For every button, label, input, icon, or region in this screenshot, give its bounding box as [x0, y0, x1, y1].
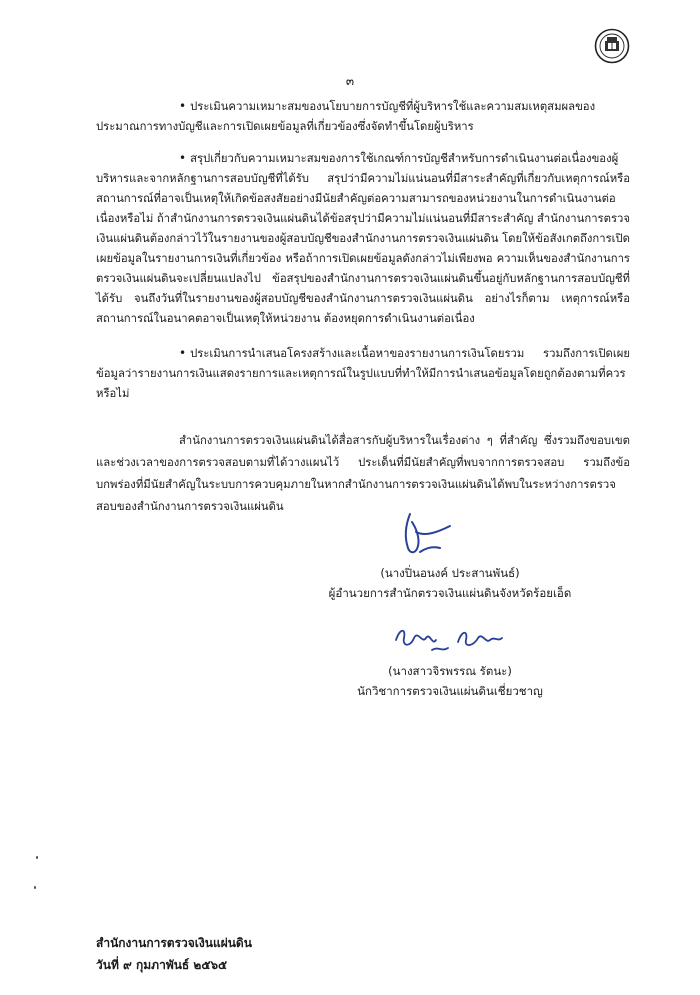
bullet-text: ประเมินการนำเสนอโครงสร้างและเนื้อหาของรายงานการเงินโดยรวม รวมถึงการเปิดเผยข้อมูลว่ารายงานการเงินแสดงรายการและเหตุการณ์ในรูปแบบที่ทำให้มีการนำเสนอข้อมูลโดยถูกต้องตามที่ควรหรือไม่ — [96, 347, 630, 400]
signatory-title: นักวิชาการตรวจเงินแผ่นดินเชี่ยวชาญ — [357, 684, 543, 698]
bullet-icon: • — [179, 99, 187, 113]
bullet-item — [96, 148, 630, 329]
auditor-signature-icon — [392, 620, 512, 656]
bullet-icon: • — [179, 346, 187, 360]
footer-date: วันที่ ๙ กุมภาพันธ์ ๒๕๖๕ — [96, 958, 228, 972]
communication-paragraph: สำนักงานการตรวจเงินแผ่นดินได้สื่อสารกับผู้บริหารในเรื่องต่าง ๆ ที่สำคัญ ซึ่งรวมถึงขอบเขตและช่วงเวลาของการตรวจสอบตามที่ได้วางแผนไว้ ประเด็นที่มีนัยสำคัญที่พบจากการตรวจสอบ รวมถึงข้อบกพร่องที่มีนัยสำคัญในระบบการควบคุมภายในหากสำนักงานการตรวจเงินแผ่นดินได้พบในระหว่างการตรวจสอบของสำนักงานการตรวจเงินแผ่นดิน — [96, 434, 630, 513]
signatory-title: ผู้อำนวยการสำนักตรวจเงินแผ่นดินจังหวัดร้อยเอ็ด — [328, 586, 572, 600]
signatory-block — [300, 661, 600, 701]
bullet-item — [96, 343, 630, 404]
scan-speck — [34, 886, 36, 889]
director-signature-icon — [390, 508, 460, 560]
signatory-block — [300, 563, 600, 603]
signatory-name: (นางสาวจิรพรรณ รัตนะ) — [388, 664, 512, 678]
bullet-item — [96, 96, 630, 137]
page-number: ๓ — [345, 74, 355, 88]
signatory-name: (นางปิ่นอนงค์ ประสานพันธ์) — [380, 566, 520, 580]
bullet-icon: • — [179, 151, 187, 165]
scan-speck — [36, 856, 38, 859]
footer-block — [96, 932, 252, 976]
audit-office-seal-icon — [594, 28, 630, 64]
footer-office: สำนักงานการตรวจเงินแผ่นดิน — [96, 936, 252, 950]
bullet-text: สรุปเกี่ยวกับความเหมาะสมของการใช้เกณฑ์การบัญชีสำหรับการดำเนินงานต่อเนื่องของผู้บริหารและจากหลักฐานการสอบบัญชีที่ได้รับ สรุปว่ามีความไม่แน่นอนที่มีสาระสำคัญที่เกี่ยวกับเหตุการณ์หรือสถานการณ์ที่อาจเป็นเหตุให้เกิดข้อสงสัยอย่างมีนัยสำคัญต่อความสามารถของหน่วยงานในการดำเนินงานต่อเนื่องหรือไม่ ถ้าสำนักงานการตรวจเงินแผ่นดินได้ข้อสรุปว่ามีความไม่แน่นอนที่มีสาระสำคัญ สำนักงานการตรวจเงินแผ่นดินต้องกล่าวไว้ในรายงานของผู้สอบบัญชีของสำนักงานการตรวจเงินแผ่นดิน โดยให้ข้อสังเกตถึงการเปิดเผยข้อมูลในรายงานการเงินที่เกี่ยวข้อง หรือถ้าการเปิดเผยข้อมูลดังกล่าวไม่เพียงพอ ความเห็นของสำนักงานการตรวจเงินแผ่นดินจะเปลี่ยนแปลงไป ข้อสรุปของสำนักงานการตรวจเงินแผ่นดินขึ้นอยู่กับหลักฐานการสอบบัญชีที่ได้รับ จนถึงวันที่ในรายงานของผู้สอบบัญชีของสำนักงานการตรวจเงินแผ่นดิน อย่างไรก็ตาม เหตุการณ์หรือสถานการณ์ในอนาคตอาจเป็นเหตุให้หน่วยงาน ต้องหยุดการดำเนินงานต่อเนื่อง — [96, 152, 631, 325]
bullet-text: ประเมินความเหมาะสมของนโยบายการบัญชีที่ผู้บริหารใช้และความสมเหตุสมผลของประมาณการทางบัญชีและการเปิดเผยข้อมูลที่เกี่ยวข้องซึ่งจัดทำขึ้นโดยผู้บริหาร — [96, 100, 596, 133]
